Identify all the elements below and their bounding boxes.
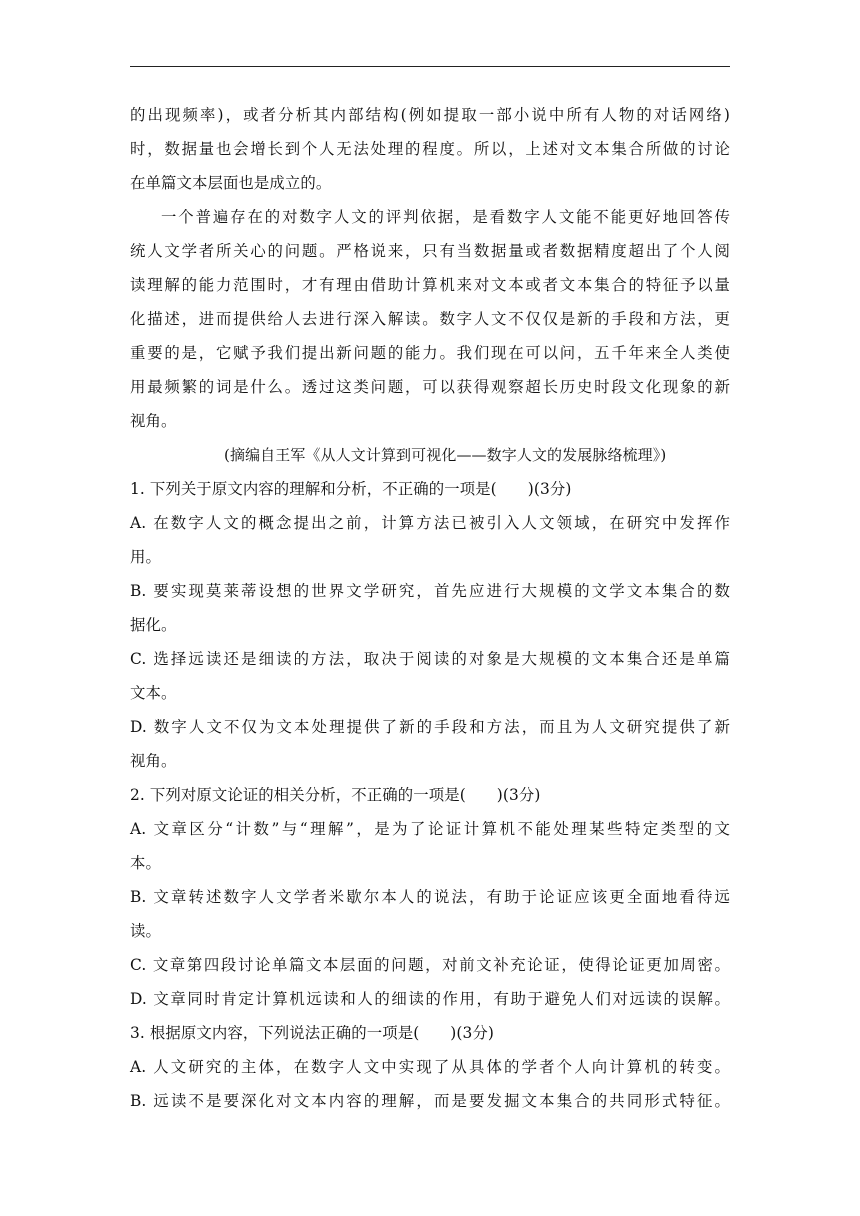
document-body <box>130 98 730 1118</box>
question-1-option-a-cont: 用。 <box>130 548 161 566</box>
question-3-option-b: B. 远读不是要深化对文本内容的理解，而是要发掘文本集合的共同形式特征。 <box>130 1092 730 1110</box>
text-line: 用最频繁的词是什么。透过这类问题，可以获得观察超长历史时段文化现象的新 <box>130 378 730 396</box>
question-1-option-a: A. 在数字人文的概念提出之前，计算方法已被引入人文领域，在研究中发挥作 <box>130 514 730 532</box>
question-2-option-d: D. 文章同时肯定计算机远读和人的细读的作用，有助于避免人们对远读的误解。 <box>130 990 730 1008</box>
question-3-option-a: A. 人文研究的主体，在数字人文中实现了从具体的学者个人向计算机的转变。 <box>130 1058 730 1076</box>
text-line: 重要的是，它赋予我们提出新问题的能力。我们现在可以问，五千年来全人类使 <box>130 344 730 362</box>
question-1-option-d-cont: 视角。 <box>130 752 177 770</box>
question-1-option-c: C. 选择远读还是细读的方法，取决于阅读的对象是大规模的文本集合还是单篇 <box>130 650 730 668</box>
question-3: 3. 根据原文内容，下列说法正确的一项是( )(3分) <box>130 1024 494 1042</box>
question-1-option-b: B. 要实现莫莱蒂设想的世界文学研究，首先应进行大规模的文学文本集合的数 <box>130 582 730 600</box>
question-2: 2. 下列对原文论证的相关分析，不正确的一项是( )(3分) <box>130 786 541 804</box>
question-2-option-b-cont: 读。 <box>130 922 161 940</box>
text-line: 的出现频率)，或者分析其内部结构(例如提取一部小说中所有人物的对话网络) <box>130 106 730 124</box>
question-2-option-a: A. 文章区分“计数”与“理解”，是为了论证计算机不能处理某些特定类型的文 <box>130 820 730 838</box>
text-line: 统人文学者所关心的问题。严格说来，只有当数据量或者数据精度超出了个人阅 <box>130 242 730 260</box>
question-1-option-c-cont: 文本。 <box>130 684 177 702</box>
question-2-option-a-cont: 本。 <box>130 854 161 872</box>
source-citation: (摘编自王军《从人文计算到可视化——数字人文的发展脉络梳理》) <box>224 446 667 464</box>
question-1-option-b-cont: 据化。 <box>130 616 177 634</box>
text-line: 化描述，进而提供给人去进行深入解读。数字人文不仅仅是新的手段和方法，更 <box>130 310 730 328</box>
text-line: 一个普遍存在的对数字人文的评判依据，是看数字人文能不能更好地回答传 <box>161 208 730 226</box>
header-rule <box>130 66 730 67</box>
question-2-option-c: C. 文章第四段讨论单篇文本层面的问题，对前文补充论证，使得论证更加周密。 <box>130 956 730 974</box>
text-line: 视角。 <box>130 412 177 430</box>
question-2-option-b: B. 文章转述数字人文学者米歇尔本人的说法，有助于论证应该更全面地看待远 <box>130 888 730 906</box>
text-line: 时，数据量也会增长到个人无法处理的程度。所以，上述对文本集合所做的讨论 <box>130 140 730 158</box>
text-line: 读理解的能力范围时，才有理由借助计算机来对文本或者文本集合的特征予以量 <box>130 276 730 294</box>
text-line: 在单篇文本层面也是成立的。 <box>130 174 332 192</box>
question-1: 1. 下列关于原文内容的理解和分析，不正确的一项是( )(3分) <box>130 480 572 498</box>
question-1-option-d: D. 数字人文不仅为文本处理提供了新的手段和方法，而且为人文研究提供了新 <box>130 718 730 736</box>
